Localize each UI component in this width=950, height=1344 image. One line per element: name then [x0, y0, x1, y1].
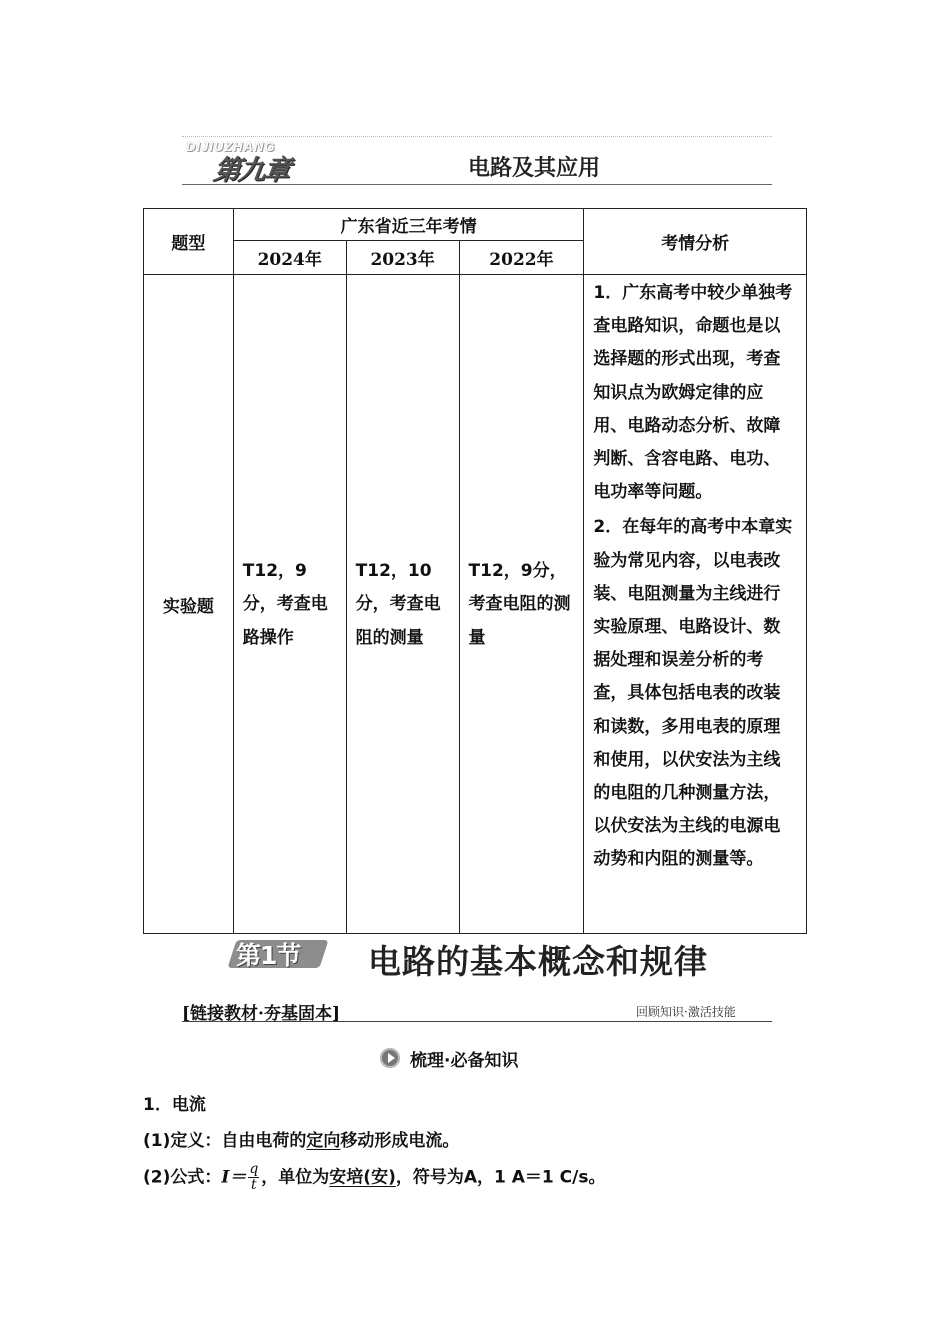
table-row — [144, 275, 807, 934]
knowledge-label: 梳理·必备知识 — [410, 1051, 519, 1071]
header-type: 题型 — [144, 209, 234, 275]
definition-underlined: 定向 — [306, 1131, 341, 1151]
row-type: 实验题 — [144, 275, 234, 934]
formula-numerator: q — [249, 1161, 259, 1177]
subsection-tagline: 回顾知识·激活技能 — [636, 1005, 736, 1019]
formula-fraction — [248, 1162, 259, 1193]
formula-prefix: (2)公式： — [143, 1167, 222, 1188]
chapter-pinyin: DIJIUZHANG — [186, 139, 276, 154]
cell-2022: T12，9分，考查电阻的测量 — [468, 561, 571, 648]
header-analysis: 考情分析 — [584, 209, 807, 275]
chapter-header-rule — [182, 184, 772, 185]
year-2023: 2023年 — [346, 241, 459, 275]
cell-2023: T12，10分，考查电阻的测量 — [355, 561, 441, 648]
year-2024: 2024年 — [233, 241, 346, 275]
subsection-title: [链接教材·夯基固本] — [182, 1004, 341, 1024]
definition-line — [143, 1126, 459, 1151]
section-title: 电路的基本概念和规律 — [368, 942, 708, 981]
definition-prefix: (1)定义：自由电荷的 — [143, 1131, 307, 1151]
analysis-point-1: 1．广东高考中较少单独考查电路知识，命题也是以选择题的形式出现，考查知识点为欧姆定律的应用、电路动态分析、故障判断、含容电路、电功、电功率等问题。 — [593, 283, 793, 503]
cell-2024: T12，9分，考查电路操作 — [242, 561, 328, 648]
exam-analysis-table — [143, 208, 807, 934]
formula-line — [143, 1162, 605, 1193]
formula-mid: ，单位为 — [261, 1167, 330, 1188]
formula-denominator: t — [250, 1177, 257, 1193]
analysis-point-2: 2．在每年的高考中本章实验为常见内容，以电表改装、电阻测量为主线进行实验原理、电路设计、数据处理和误差分析的考查，具体包括电表的改装和读数，多用电表的原理和使用，以伏安法为主线的电阻的几种测量方法，以伏安法为主线的电源电动势和内阻的测量等。 — [593, 517, 793, 870]
formula-suffix: ，符号为A，1 A＝1 C/s。 — [395, 1167, 606, 1188]
year-2022: 2022年 — [459, 241, 584, 275]
chapter-title: 电路及其应用 — [468, 155, 601, 181]
definition-suffix: 移动形成电流。 — [340, 1131, 460, 1151]
formula-lhs: I＝ — [221, 1167, 247, 1188]
chapter-mark: 第九章 — [211, 155, 291, 186]
subsection-rule — [182, 1021, 772, 1022]
chapter-header-dotted-rule — [182, 136, 772, 137]
header-recent-years: 广东省近三年考情 — [233, 209, 584, 241]
content-heading: 1．电流 — [143, 1095, 206, 1115]
formula-unit-underlined: 安培(安) — [329, 1167, 396, 1188]
play-circle-icon — [380, 1048, 400, 1068]
section-badge: 第1节 — [236, 941, 301, 970]
